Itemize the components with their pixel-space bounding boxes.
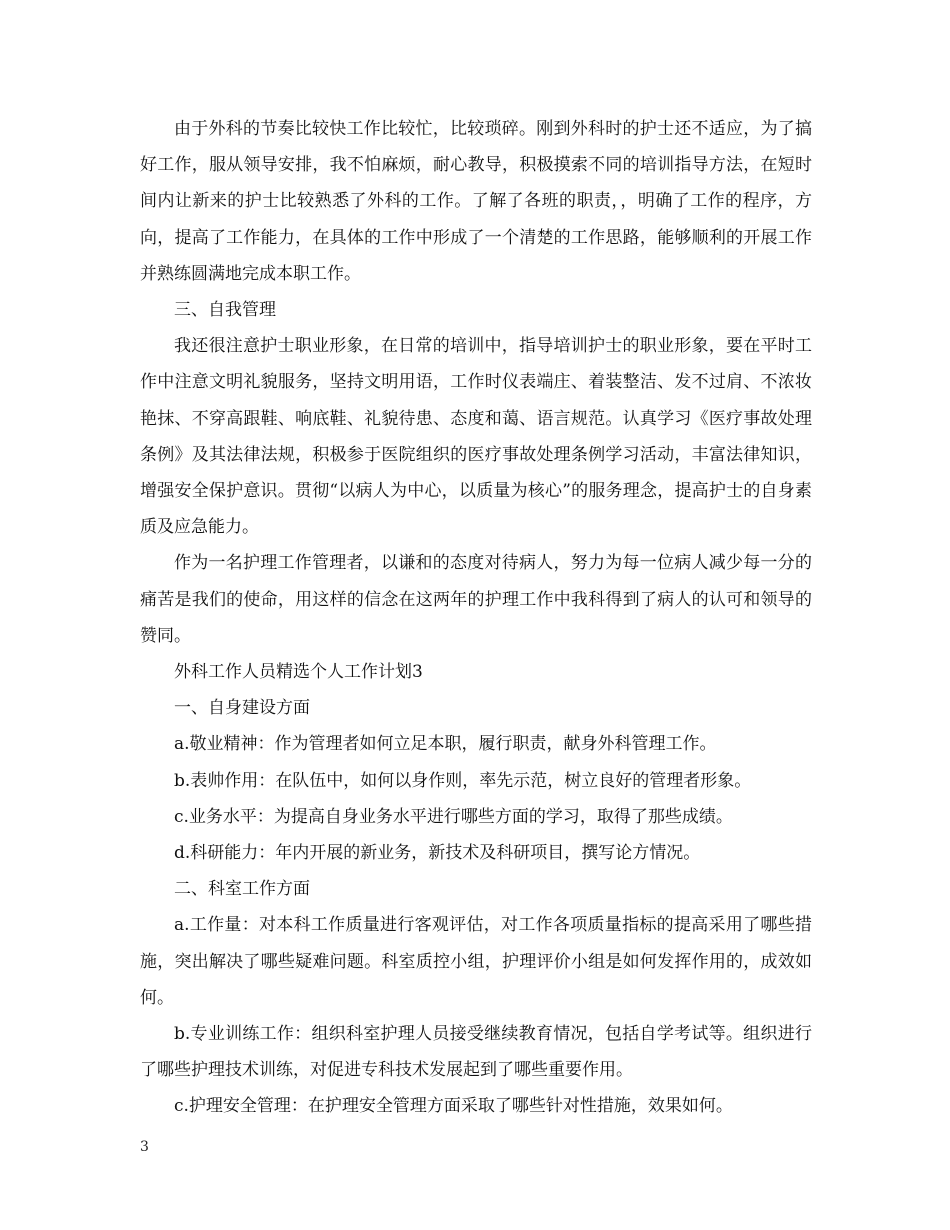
list-item-business-level: c.业务水平：为提高自身业务水平进行哪些方面的学习，取得了那些成绩。 xyxy=(174,806,733,827)
list-item-workload: a.工作量：对本科工作质量进行客观评估，对工作各项质量指标的提高采用了哪些措施，突出解决了哪些疑难问题。科室质控小组，护理评价小组是如何发挥作用的，成效如何。 xyxy=(140,915,812,1008)
heading-self-management: 三、自我管理 xyxy=(174,300,276,321)
heading-department-work: 二、科室工作方面 xyxy=(174,879,310,900)
list-item-training: b.专业训练工作：组织科室护理人员接受继续教育情况，包括自学考试等。组织进行了哪些护理技术训练，对促进专科技术发展起到了哪些重要作用。 xyxy=(140,1024,812,1081)
paragraph-professional-image: 我还很注意护士职业形象，在日常的培训中，指导培训护士的职业形象，要在平时工作中注意文明礼貌服务，坚持文明用语，工作时仪表端庄、着装整洁、发不过肩、不浓妆艳抹、不穿高跟鞋、响底鞋、礼貌待患、态度和蔼、语言规范。认真学习《医疗事故处理条例》及其法律法规，积极参于医院组织的医疗事故处理条例学习活动，丰富法律知识，增强安全保护意识。贯彻“以病人为中心，以质量为核心”的服务理念，提高护士的自身素质及应急能力。 xyxy=(140,336,812,538)
list-item-role-model: b.表帅作用：在队伍中，如何以身作则，率先示范，树立良好的管理者形象。 xyxy=(174,770,752,791)
paragraph-manager-mission: 作为一名护理工作管理者，以谦和的态度对待病人，努力为每一位病人减少每一分的痛苦是我们的使命，用这样的信念在这两年的护理工作中我科得到了病人的认可和领导的赞同。 xyxy=(140,553,812,646)
heading-self-building: 一、自身建设方面 xyxy=(174,698,310,719)
document-body xyxy=(140,111,812,1125)
list-item-safety: c.护理安全管理：在护理安全管理方面采取了哪些针对性措施，效果如何。 xyxy=(174,1096,733,1117)
heading-work-plan-3: 外科工作人员精选个人工作计划3 xyxy=(174,662,423,683)
list-item-dedication: a.敬业精神：作为管理者如何立足本职，履行职责，献身外科管理工作。 xyxy=(174,734,717,755)
page-number: 3 xyxy=(140,1139,149,1155)
list-item-research-ability: d.科研能力：年内开展的新业务，新技术及科研项目，撰写论方情况。 xyxy=(174,843,701,864)
paragraph-intro: 由于外科的节奏比较快工作比较忙，比较琐碎。刚到外科时的护士还不适应，为了搞好工作，服从领导安排，我不怕麻烦，耐心教导，积极摸索不同的培训指导方法，在短时间内让新来的护士比较熟悉了外科的工作。了解了各班的职责，，明确了工作的程序，方向，提高了工作能力，在具体的工作中形成了一个清楚的工作思路，能够顺利的开展工作并熟练圆满地完成本职工作。 xyxy=(140,119,812,284)
